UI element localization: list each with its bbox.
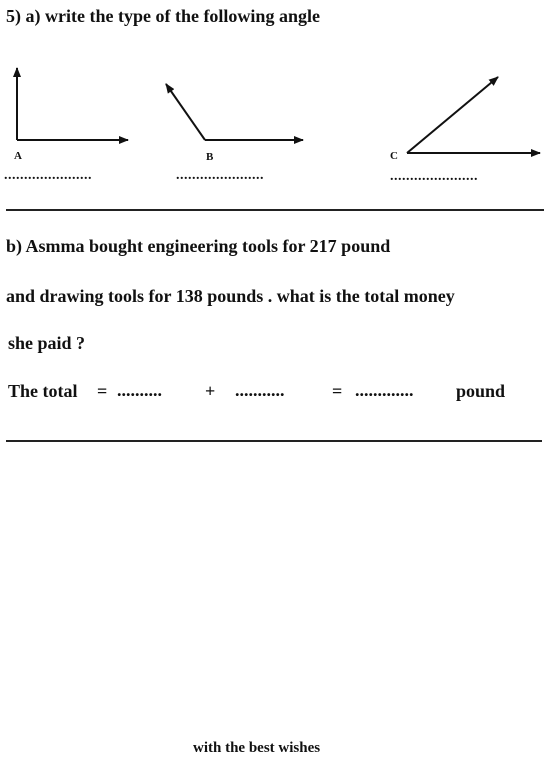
first-addend-blank[interactable]: .......... [117,380,162,400]
unit-label: pound [456,381,506,401]
angle-c-acute-angle [407,77,540,153]
angle-diagrams [0,55,552,225]
equals-sign: = [97,381,108,401]
angle-b-obtuse-angle [166,84,303,140]
angle-c-label: C [390,150,398,162]
question-5b-line-2: and drawing tools for 138 pounds . what is the total money [6,286,455,306]
section-divider [6,209,544,211]
angle-a-answer-blank[interactable]: ...................... [4,168,92,183]
angle-c-answer-blank[interactable]: ...................... [390,169,478,184]
sum-blank[interactable]: ............. [355,380,414,400]
angle-a-right-angle [17,68,128,140]
angle-b-answer-blank[interactable]: ...................... [176,168,264,183]
angle-a-label: A [14,150,22,162]
section-divider-2 [6,440,542,442]
question-5b-line-1: b) Asmma bought engineering tools for 217 pound [6,236,391,256]
question-5a-heading: 5) a) write the type of the following angle [6,6,320,26]
second-addend-blank[interactable]: ........... [235,380,285,400]
angle-b-label: B [206,151,214,163]
total-label: The total [8,381,78,401]
closing-text: with the best wishes [193,740,321,756]
plus-sign: + [205,381,216,401]
equals-sign-2: = [332,381,343,401]
question-5b-line-3: she paid ? [8,333,86,353]
